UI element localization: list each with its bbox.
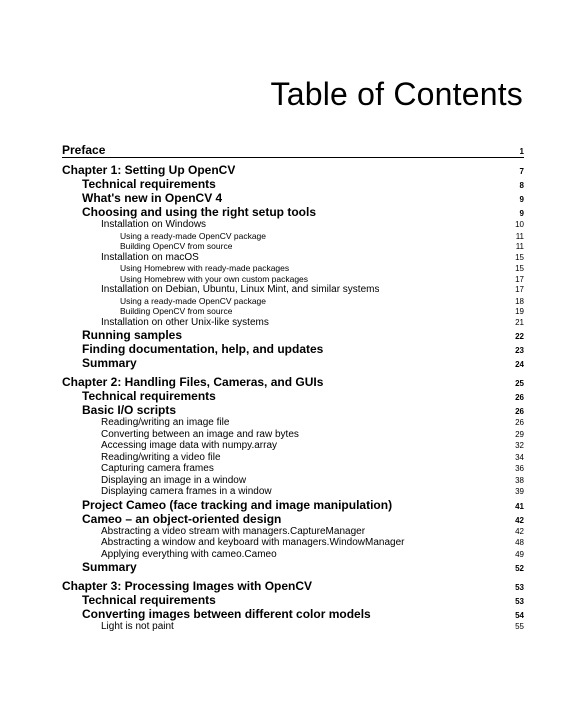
toc-entry[interactable] xyxy=(62,356,524,370)
toc-entry-page: 17 xyxy=(515,285,524,294)
toc-entry[interactable] xyxy=(62,231,524,242)
toc-entry-title: Basic I/O scripts xyxy=(82,403,177,417)
toc-entry-title: Summary xyxy=(82,560,137,574)
toc-entry[interactable] xyxy=(62,205,524,219)
toc-entry-page: 26 xyxy=(515,393,524,402)
toc-entry[interactable] xyxy=(62,328,524,342)
toc-entry-title: Using a ready-made OpenCV package xyxy=(120,295,266,306)
toc-entry-page: 41 xyxy=(515,501,524,511)
toc-entry-title: Preface xyxy=(62,143,106,157)
toc-entry-page: 53 xyxy=(515,597,524,606)
toc-entry-title: Installation on other Unix-like systems xyxy=(101,316,269,328)
toc-entry-page: 1 xyxy=(519,147,524,156)
toc-entry[interactable] xyxy=(62,593,524,607)
toc-entry-title: Project Cameo (face tracking and image manipulation) xyxy=(82,497,393,512)
toc-entry-page: 54 xyxy=(515,611,524,620)
toc-entry-title: Building OpenCV from source xyxy=(120,241,233,251)
toc-entry-page: 36 xyxy=(515,464,524,473)
toc-entry-title: Using a ready-made OpenCV package xyxy=(120,230,266,241)
toc-entry[interactable] xyxy=(62,306,524,317)
toc-entry-page: 32 xyxy=(515,441,524,450)
toc-entry-title: Using Homebrew with your own custom packages xyxy=(120,273,309,284)
toc-entry[interactable] xyxy=(62,549,524,561)
toc-entry-title: Chapter 2: Handling Files, Cameras, and GUIs xyxy=(62,375,324,389)
toc-entry[interactable] xyxy=(62,429,524,441)
toc-entry-page: 42 xyxy=(515,515,524,525)
toc-entry-page: 10 xyxy=(515,220,524,229)
toc-entry[interactable] xyxy=(62,252,524,264)
toc-entry[interactable] xyxy=(62,417,524,429)
toc-entry[interactable] xyxy=(62,241,524,252)
page-title: Table of Contents xyxy=(270,76,523,112)
toc-entry-page: 24 xyxy=(515,360,524,369)
toc-entry[interactable] xyxy=(62,317,524,329)
toc-entry[interactable] xyxy=(62,621,524,633)
toc-entry-title: Finding documentation, help, and updates xyxy=(82,342,324,356)
toc-entry-page: 19 xyxy=(515,307,524,316)
toc-entry[interactable] xyxy=(62,143,524,158)
toc-entry-title: Light is not paint xyxy=(101,621,174,632)
toc-entry[interactable] xyxy=(62,375,524,389)
toc-entry-page: 15 xyxy=(515,252,524,262)
toc-entry-page: 53 xyxy=(515,583,524,592)
toc-entry[interactable] xyxy=(62,579,524,593)
toc-entry[interactable] xyxy=(62,452,524,464)
toc-entry[interactable] xyxy=(62,526,524,538)
toc-entry-page: 21 xyxy=(515,317,524,327)
toc-entry[interactable] xyxy=(62,486,524,498)
toc-entry-title: Summary xyxy=(82,356,137,370)
toc-entry[interactable] xyxy=(62,440,524,452)
toc-entry-page: 26 xyxy=(515,407,524,416)
toc-entry-page: 23 xyxy=(515,346,524,355)
toc-entry-page: 25 xyxy=(515,379,524,388)
toc-entry-page: 29 xyxy=(515,429,524,439)
toc-entry-title: Displaying camera frames in a window xyxy=(101,486,272,497)
toc-entry-page: 11 xyxy=(515,242,524,251)
toc-entry-title: Cameo – an object-oriented design xyxy=(82,511,282,526)
toc-entry[interactable] xyxy=(62,284,524,296)
table-of-contents xyxy=(62,143,524,633)
toc-entry-page: 8 xyxy=(519,181,524,190)
toc-entry-page: 55 xyxy=(515,622,524,631)
toc-entry-title: Installation on macOS xyxy=(101,251,199,263)
toc-entry-page: 18 xyxy=(515,296,524,306)
toc-entry[interactable] xyxy=(62,263,524,274)
toc-entry-title: Converting images between different color models xyxy=(82,607,371,621)
toc-entry[interactable] xyxy=(62,560,524,574)
toc-entry[interactable] xyxy=(62,537,524,549)
toc-entry[interactable] xyxy=(62,498,524,512)
toc-entry-title: Installation on Debian, Ubuntu, Linux Mint, and similar systems xyxy=(101,284,380,295)
toc-entry-page: 49 xyxy=(515,549,524,559)
toc-entry-page: 48 xyxy=(515,538,524,547)
toc-entry-page: 11 xyxy=(515,231,524,241)
toc-entry[interactable] xyxy=(62,296,524,307)
toc-entry[interactable] xyxy=(62,403,524,417)
toc-entry[interactable] xyxy=(62,177,524,191)
toc-entry-page: 42 xyxy=(515,526,524,536)
toc-entry-title: Using Homebrew with ready-made packages xyxy=(120,263,290,273)
toc-entry[interactable] xyxy=(62,163,524,177)
toc-entry[interactable] xyxy=(62,389,524,403)
toc-entry-title: Installation on Windows xyxy=(101,219,207,230)
toc-entry[interactable] xyxy=(62,607,524,621)
toc-entry-title: Chapter 1: Setting Up OpenCV xyxy=(62,163,236,177)
toc-entry-page: 9 xyxy=(519,209,524,218)
toc-entry-title: Applying everything with cameo.Cameo xyxy=(101,548,277,560)
toc-entry-title: Reading/writing an image file xyxy=(101,417,230,428)
toc-entry-page: 22 xyxy=(515,332,524,341)
toc-entry-title: Accessing image data with numpy.array xyxy=(101,440,278,451)
toc-entry-page: 17 xyxy=(515,274,524,284)
toc-entry[interactable] xyxy=(62,342,524,356)
toc-entry-title: What's new in OpenCV 4 xyxy=(82,191,223,205)
toc-entry-page: 34 xyxy=(515,452,524,462)
toc-entry[interactable] xyxy=(62,274,524,285)
toc-entry-title: Abstracting a video stream with managers.CaptureManager xyxy=(101,525,366,537)
toc-entry-title: Running samples xyxy=(82,328,183,342)
toc-entry-title: Converting between an image and raw bytes xyxy=(101,428,299,440)
toc-entry-title: Chapter 3: Processing Images with OpenCV xyxy=(62,579,313,593)
toc-entry-title: Reading/writing a video file xyxy=(101,451,221,463)
toc-entry-page: 7 xyxy=(519,167,524,176)
toc-entry-title: Technical requirements xyxy=(82,593,216,607)
toc-entry-title: Capturing camera frames xyxy=(101,463,214,474)
toc-entry-page: 9 xyxy=(519,195,524,204)
toc-entry-title: Abstracting a window and keyboard with managers.WindowManager xyxy=(101,537,405,548)
toc-entry[interactable] xyxy=(62,463,524,475)
toc-entry-title: Technical requirements xyxy=(82,389,216,403)
toc-entry-page: 52 xyxy=(515,564,524,573)
toc-entry[interactable] xyxy=(62,191,524,205)
toc-entry[interactable] xyxy=(62,219,524,231)
toc-entry[interactable] xyxy=(62,475,524,487)
toc-entry-page: 38 xyxy=(515,475,524,485)
toc-entry-title: Building OpenCV from source xyxy=(120,306,233,316)
toc-entry[interactable] xyxy=(62,512,524,526)
toc-entry-page: 39 xyxy=(515,487,524,496)
toc-entry-title: Technical requirements xyxy=(82,177,216,191)
toc-entry-page: 26 xyxy=(515,418,524,427)
toc-entry-title: Choosing and using the right setup tools xyxy=(82,205,316,219)
toc-entry-page: 15 xyxy=(515,264,524,273)
toc-entry-title: Displaying an image in a window xyxy=(101,474,247,486)
